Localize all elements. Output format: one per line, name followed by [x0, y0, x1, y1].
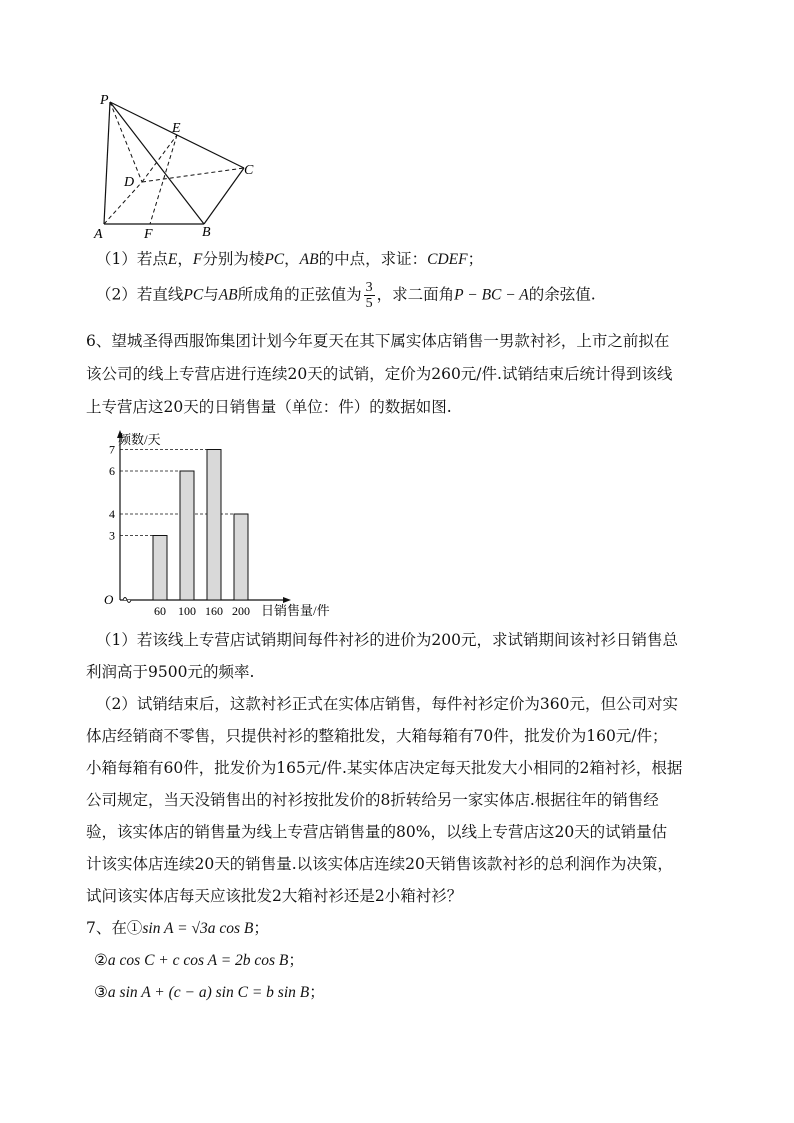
- fraction-3-5: $\frac{3}{5}$: [365, 280, 373, 311]
- x-tick-label-200: 200: [232, 604, 250, 618]
- label-A: A: [94, 227, 103, 240]
- q6-intro-line-3: 上专营店这20天的日销售量（单位：件）的数据如图.: [86, 398, 452, 416]
- axis-break: [123, 598, 131, 603]
- q6-part2-line-3: 小箱每箱有60件，批发价为165元/件.某实体店决定每天批发大小相同的2箱衬衫，根据: [86, 759, 683, 777]
- q6-part2-line-1: （2）试销结束后，这款衬衫正式在实体店销售，每件衬衫定价为360元，但公司对实: [96, 695, 678, 713]
- q6-intro-line-2: 该公司的线上专营店进行连续20天的试销，定价为260元/件.试销结束后统计得到该线: [86, 365, 673, 383]
- q6-part2-line-4: 公司规定，当天没销售出的衬衫按批发价的8折转给另一家实体店.根据往年的销售经: [86, 791, 659, 809]
- origin-label: O: [104, 592, 114, 607]
- y-tick-label-4: 4: [109, 507, 115, 521]
- label-D: D: [124, 175, 135, 190]
- q7-line-3: ③a sin A + (c − a) sin C = b sin B；: [94, 983, 325, 1001]
- sales-frequency-chart: [95, 428, 355, 618]
- q6-intro-line-1: 6、望城圣得西服饰集团计划今年夏天在其下属实体店销售一男款衬衫，上市之前拟在: [86, 332, 670, 350]
- y-tick-label-7: 7: [109, 442, 115, 457]
- q7-line-2: ②a cos C + c cos A = 2b cos B；: [94, 951, 304, 969]
- label-F: F: [144, 227, 153, 240]
- q6-part2-line-6: 计该实体店连续20天的销售量.以该实体店连续20天销售该款衬衫的总利润作为决策，: [86, 855, 673, 873]
- x-tick-label-160: 160: [205, 604, 223, 618]
- x-tick-label-60: 60: [154, 604, 166, 618]
- pyramid-figure: [90, 90, 270, 240]
- q5-part1: （1）若点E，F分别为棱PC，AB的中点，求证：CDEF；: [96, 250, 484, 268]
- label-P: P: [100, 93, 109, 108]
- q6-part2-line-7: 试问该实体店每天应该批发2大箱衬衫还是2小箱衬衫？: [86, 887, 463, 905]
- q6-part2-line-2: 体店经销商不零售，只提供衬衫的整箱批发，大箱每箱有70件，批发价为160元/件；: [86, 727, 668, 745]
- q6-part2-line-5: 验，该实体店的销售量为线上专营店销售量的80%，以线上专营店这20天的试销量估: [86, 823, 668, 841]
- label-B: B: [202, 225, 211, 240]
- q6-part1-line-1: （1）若该线上专营店试销期间每件衬衫的进价为200元，求试销期间该衬衫日销售总: [96, 631, 678, 649]
- x-tick-label-100: 100: [178, 604, 196, 618]
- bar-60: [153, 536, 167, 601]
- y-axis-label: 频数/天: [118, 432, 161, 447]
- x-axis-label: 日销售量/件: [261, 603, 330, 618]
- q7-line-1: 7、在①sin A = √3a cos B；: [86, 919, 269, 937]
- y-tick-label-6: 6: [109, 464, 115, 478]
- bar-200: [234, 514, 248, 600]
- q5-part2: （2）若直线PC与AB所成角的正弦值为 $\frac{3}{5}$ ，求二面角P − BC − A的余弦值.: [96, 280, 596, 311]
- q6-part1-line-2: 利润高于9500元的频率.: [86, 663, 255, 681]
- label-C: C: [244, 163, 254, 178]
- bar-100: [180, 471, 194, 600]
- label-E: E: [172, 121, 181, 136]
- y-tick-label-3: 3: [109, 528, 115, 543]
- bar-160: [207, 450, 221, 601]
